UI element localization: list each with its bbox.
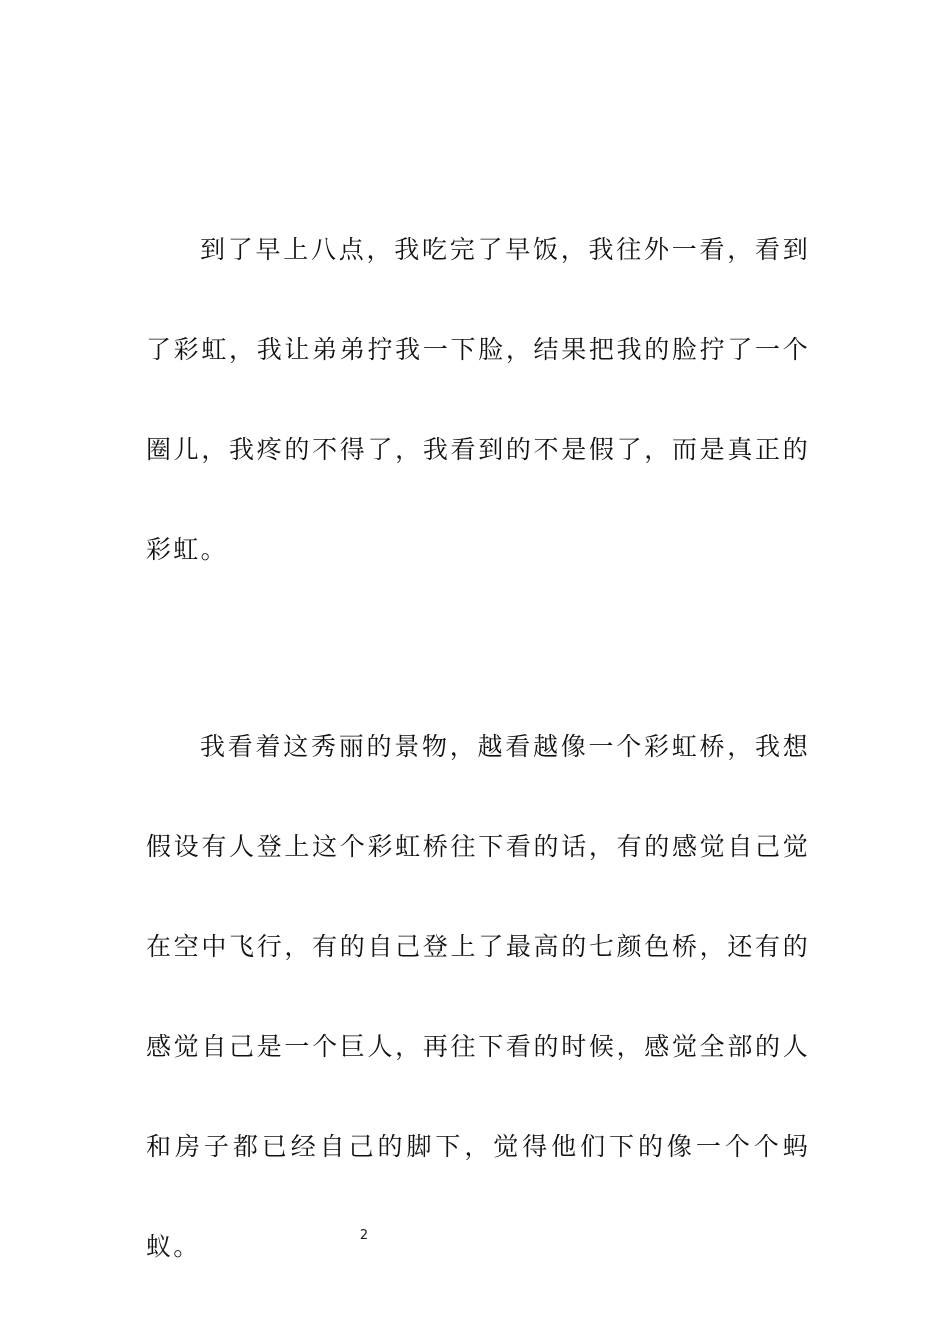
- page-number: 2: [359, 1228, 369, 1243]
- paragraph-rainbow-morning: 到了早上八点，我吃完了早饭，我往外一看，看到了彩虹，我让弟弟拧我一下脸，结果把我的脸拧了一个圈儿，我疼的不得了，我看到的不是假了，而是真正的彩虹。: [146, 235, 810, 564]
- paragraph-rainbow-bridge: 我看着这秀丽的景物，越看越像一个彩虹桥，我想假设有人登上这个彩虹桥往下看的话，有的感觉自己觉在空中飞行，有的自己登上了最高的七颜色桥，还有的感觉自己是一个巨人，再往下看的时候，感觉全部的人和房子都已经自己的脚下，觉得他们下的像一个个蚂蚁。: [146, 732, 810, 1261]
